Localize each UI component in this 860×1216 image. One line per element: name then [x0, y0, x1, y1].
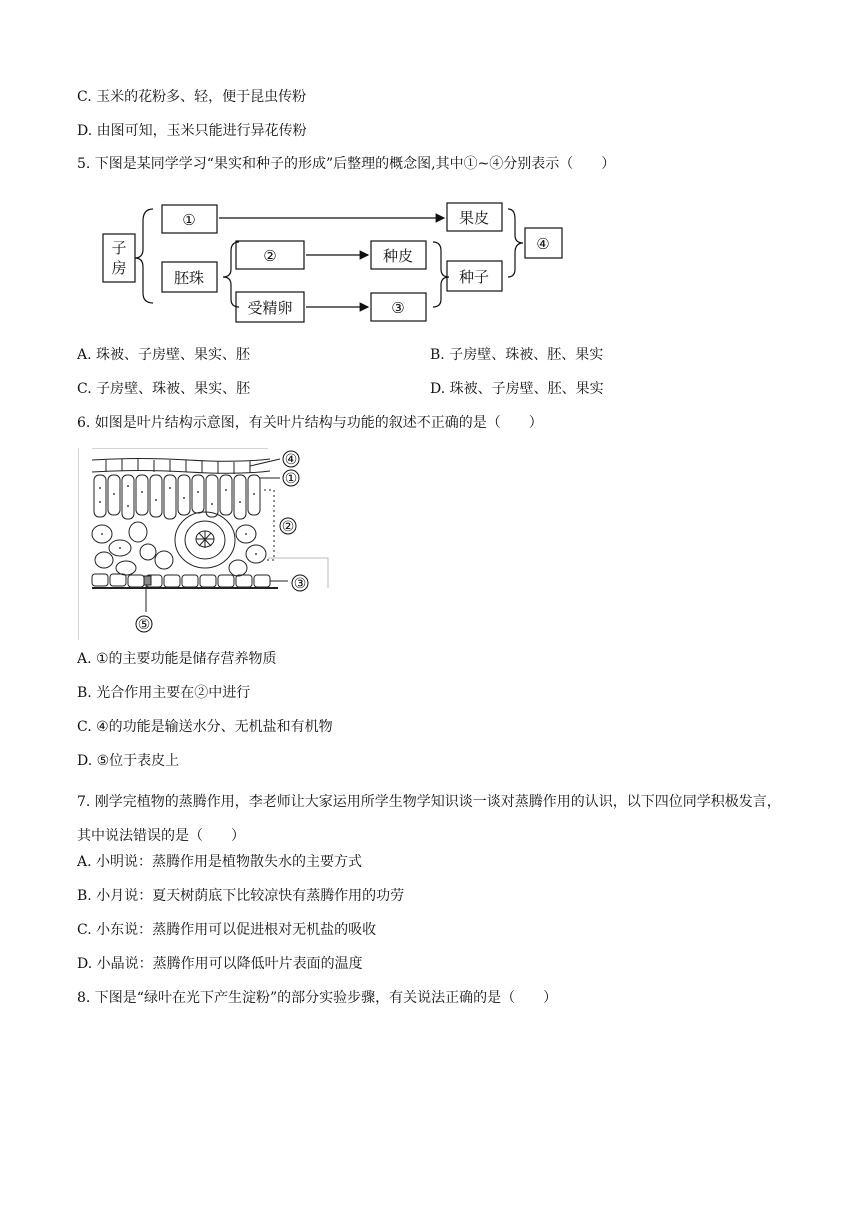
q7-option-a: A. 小明说：蒸腾作用是植物散失水的主要方式 — [77, 854, 363, 870]
lower-epidermis-cells — [92, 574, 270, 587]
bracket-2 — [264, 490, 274, 560]
leaf-structure-figure — [78, 448, 338, 640]
ovule-label: 胚珠 — [173, 269, 205, 287]
blank-1-label: ① — [182, 211, 196, 229]
q5-option-d: D. 珠被、子房壁、胚、果实 — [430, 381, 604, 397]
ovary-label-1: 子 — [111, 239, 127, 257]
q8-stem: 8. 下图是“绿叶在光下产生淀粉”的部分实验步骤，有关说法正确的是（ ） — [77, 990, 558, 1006]
q4-option-d: D. 由图可知，玉米只能进行异花传粉 — [77, 123, 307, 139]
blank-3-label: ③ — [391, 299, 405, 317]
concept-map-diagram — [95, 195, 575, 330]
q6-stem: 6. 如图是叶片结构示意图，有关叶片结构与功能的叙述不正确的是（ ） — [77, 415, 543, 431]
q4-option-c: C. 玉米的花粉多、轻，便于昆虫传粉 — [77, 89, 307, 105]
blank-2-label: ② — [263, 247, 277, 265]
blank-4-label: ④ — [536, 235, 550, 253]
fertilized-egg-label: 受精卵 — [247, 299, 293, 317]
q5-option-c: C. 子房壁、珠被、果实、胚 — [77, 381, 251, 397]
q7-stem: 7. 刚学完植物的蒸腾作用，李老师让大家运用所学生物学知识谈一谈对蒸腾作用的认识，以下四位同学积极发言，其中说法错误的是（ ） — [77, 794, 781, 844]
label-3: ③ — [293, 576, 307, 592]
q7-option-b: B. 小月说：夏天树荫底下比较凉快有蒸腾作用的功劳 — [77, 888, 405, 904]
q6-option-b: B. 光合作用主要在②中进行 — [77, 685, 251, 701]
q5-stem: 5. 下图是某同学学习“果实和种子的形成”后整理的概念图,其中①~④分别表示（ ） — [77, 156, 616, 172]
palisade-cells — [94, 475, 260, 519]
seed-coat-label: 种皮 — [382, 247, 414, 265]
stoma — [144, 576, 151, 585]
pericarp-label: 果皮 — [458, 209, 490, 227]
q5-option-b: B. 子房壁、珠被、胚、果实 — [430, 347, 604, 363]
label-5: ⑤ — [137, 617, 151, 633]
q7-option-c: C. 小东说：蒸腾作用可以促进根对无机盐的吸收 — [77, 922, 377, 938]
q6-option-d: D. ⑤位于表皮上 — [77, 753, 180, 769]
upper-epidermis-line — [92, 459, 270, 462]
label-4: ④ — [284, 452, 298, 468]
q5-option-a: A. 珠被、子房壁、果实、胚 — [77, 347, 251, 363]
q6-option-c: C. ④的功能是输送水分、无机盐和有机物 — [77, 719, 333, 735]
seed-label: 种子 — [458, 268, 490, 286]
ovary-label-2: 房 — [111, 259, 127, 277]
label-1: ① — [284, 471, 298, 487]
q7-option-d: D. 小晶说：蒸腾作用可以降低叶片表面的温度 — [77, 956, 363, 972]
spongy-cells — [92, 522, 266, 576]
vein-bundle — [175, 512, 235, 568]
label-2: ② — [281, 519, 295, 535]
q6-option-a: A. ①的主要功能是储存营养物质 — [77, 651, 277, 667]
